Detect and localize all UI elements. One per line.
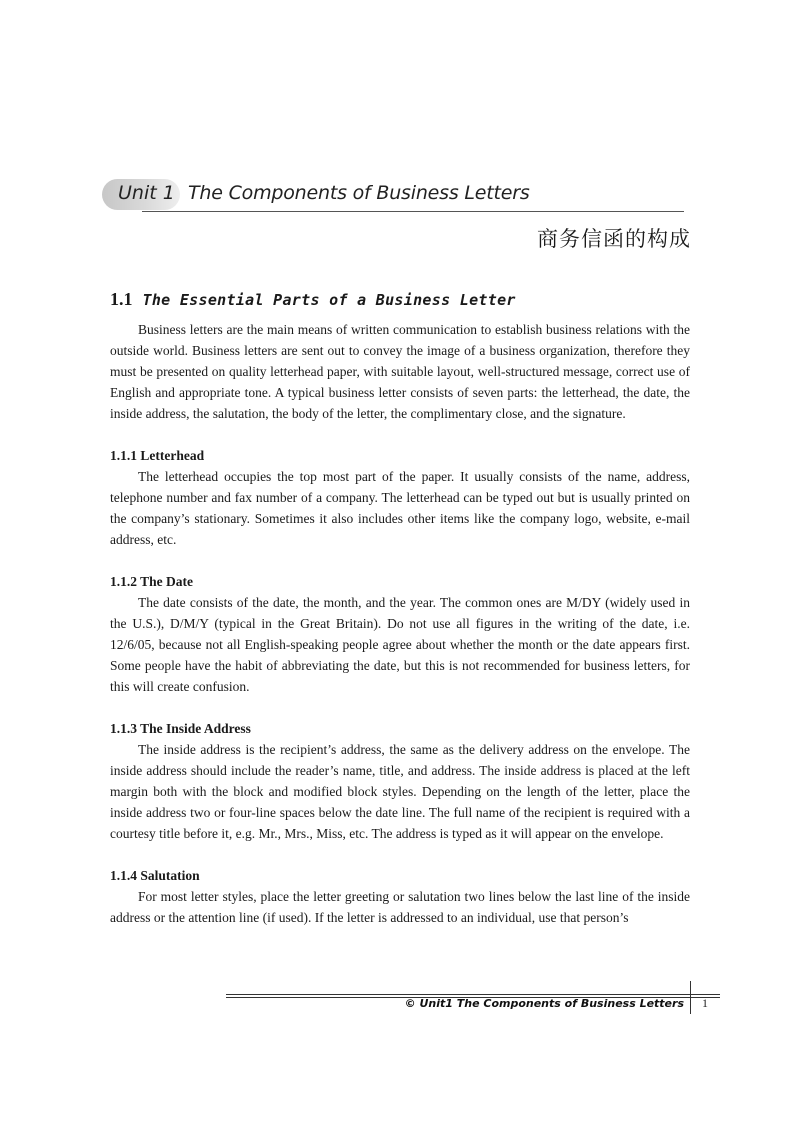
- intro-paragraph: Business letters are the main means of written communication to establish business relations with the outside world. Business letters are sent out to convey the image of a business organization, therefore they must be presented on quality letterhead paper, with suitable layout, well-structured message, correct use of English and appropriate tone. A typical business letter consists of seven parts: the letterhead, the date, the inside address, the salutation, the body of the letter, the complimentary close, and the signature.: [110, 322, 690, 421]
- section-heading: [110, 289, 516, 310]
- page-number: 1: [702, 996, 708, 1010]
- header-divider: [142, 211, 684, 212]
- subsection-heading-salutation: 1.1.4 Salutation: [110, 868, 200, 883]
- section-title: The Essential Parts of a Business Letter: [142, 291, 516, 309]
- section-number: 1.1: [110, 289, 133, 309]
- paragraph-letterhead: The letterhead occupies the top most part of the paper. It usually consists of the name, address, telephone number and fax number of a company. The letterhead can be typed out but is usually printed on the company’s stationary. Sometimes it also includes other items like the company logo, website, e-mail address, etc.: [110, 469, 690, 547]
- subsection-heading-inside-address: 1.1.3 The Inside Address: [110, 721, 251, 736]
- unit-header: [102, 178, 684, 214]
- chinese-title: 商务信函的构成: [537, 227, 691, 251]
- footer-title: © Unit1 The Components of Business Letters: [404, 997, 684, 1010]
- footer-rule-top: [226, 994, 720, 995]
- footer-separator: [690, 981, 691, 1014]
- paragraph-salutation: For most letter styles, place the letter greeting or salutation two lines below the last line of the inside address or the attention line (if used). If the letter is addressed to an individual, use that person’s: [110, 889, 690, 925]
- unit-label: Unit 1: [118, 182, 175, 204]
- subsection-heading-date: 1.1.2 The Date: [110, 574, 193, 589]
- paragraph-inside-address: The inside address is the recipient’s address, the same as the delivery address on the envelope. The inside address should include the reader’s name, title, and address. The inside address is placed at the left margin both with the block and modified block styles. Depending on the length of the letter, place the inside address two or four-line spaces below the date line. The full name of the recipient is required with a courtesy title before it, e.g. Mr., Mrs., Miss, etc. The address is typed as it will appear on the envelope.: [110, 742, 690, 841]
- unit-title: The Components of Business Letters: [188, 182, 530, 204]
- paragraph-date: The date consists of the date, the month, and the year. The common ones are M/DY (widely used in the U.S.), D/M/Y (typical in the Great Britain). Do not use all figures in the writing of the date, i.e. 12/6/05, because not all English-speaking people agree about whether the month or the date appears first. Some people have the habit of abbreviating the date, but this is not recommended for business letters, for this will create confusion.: [110, 595, 690, 694]
- subsection-heading-letterhead: 1.1.1 Letterhead: [110, 448, 205, 463]
- document-body: [110, 319, 690, 928]
